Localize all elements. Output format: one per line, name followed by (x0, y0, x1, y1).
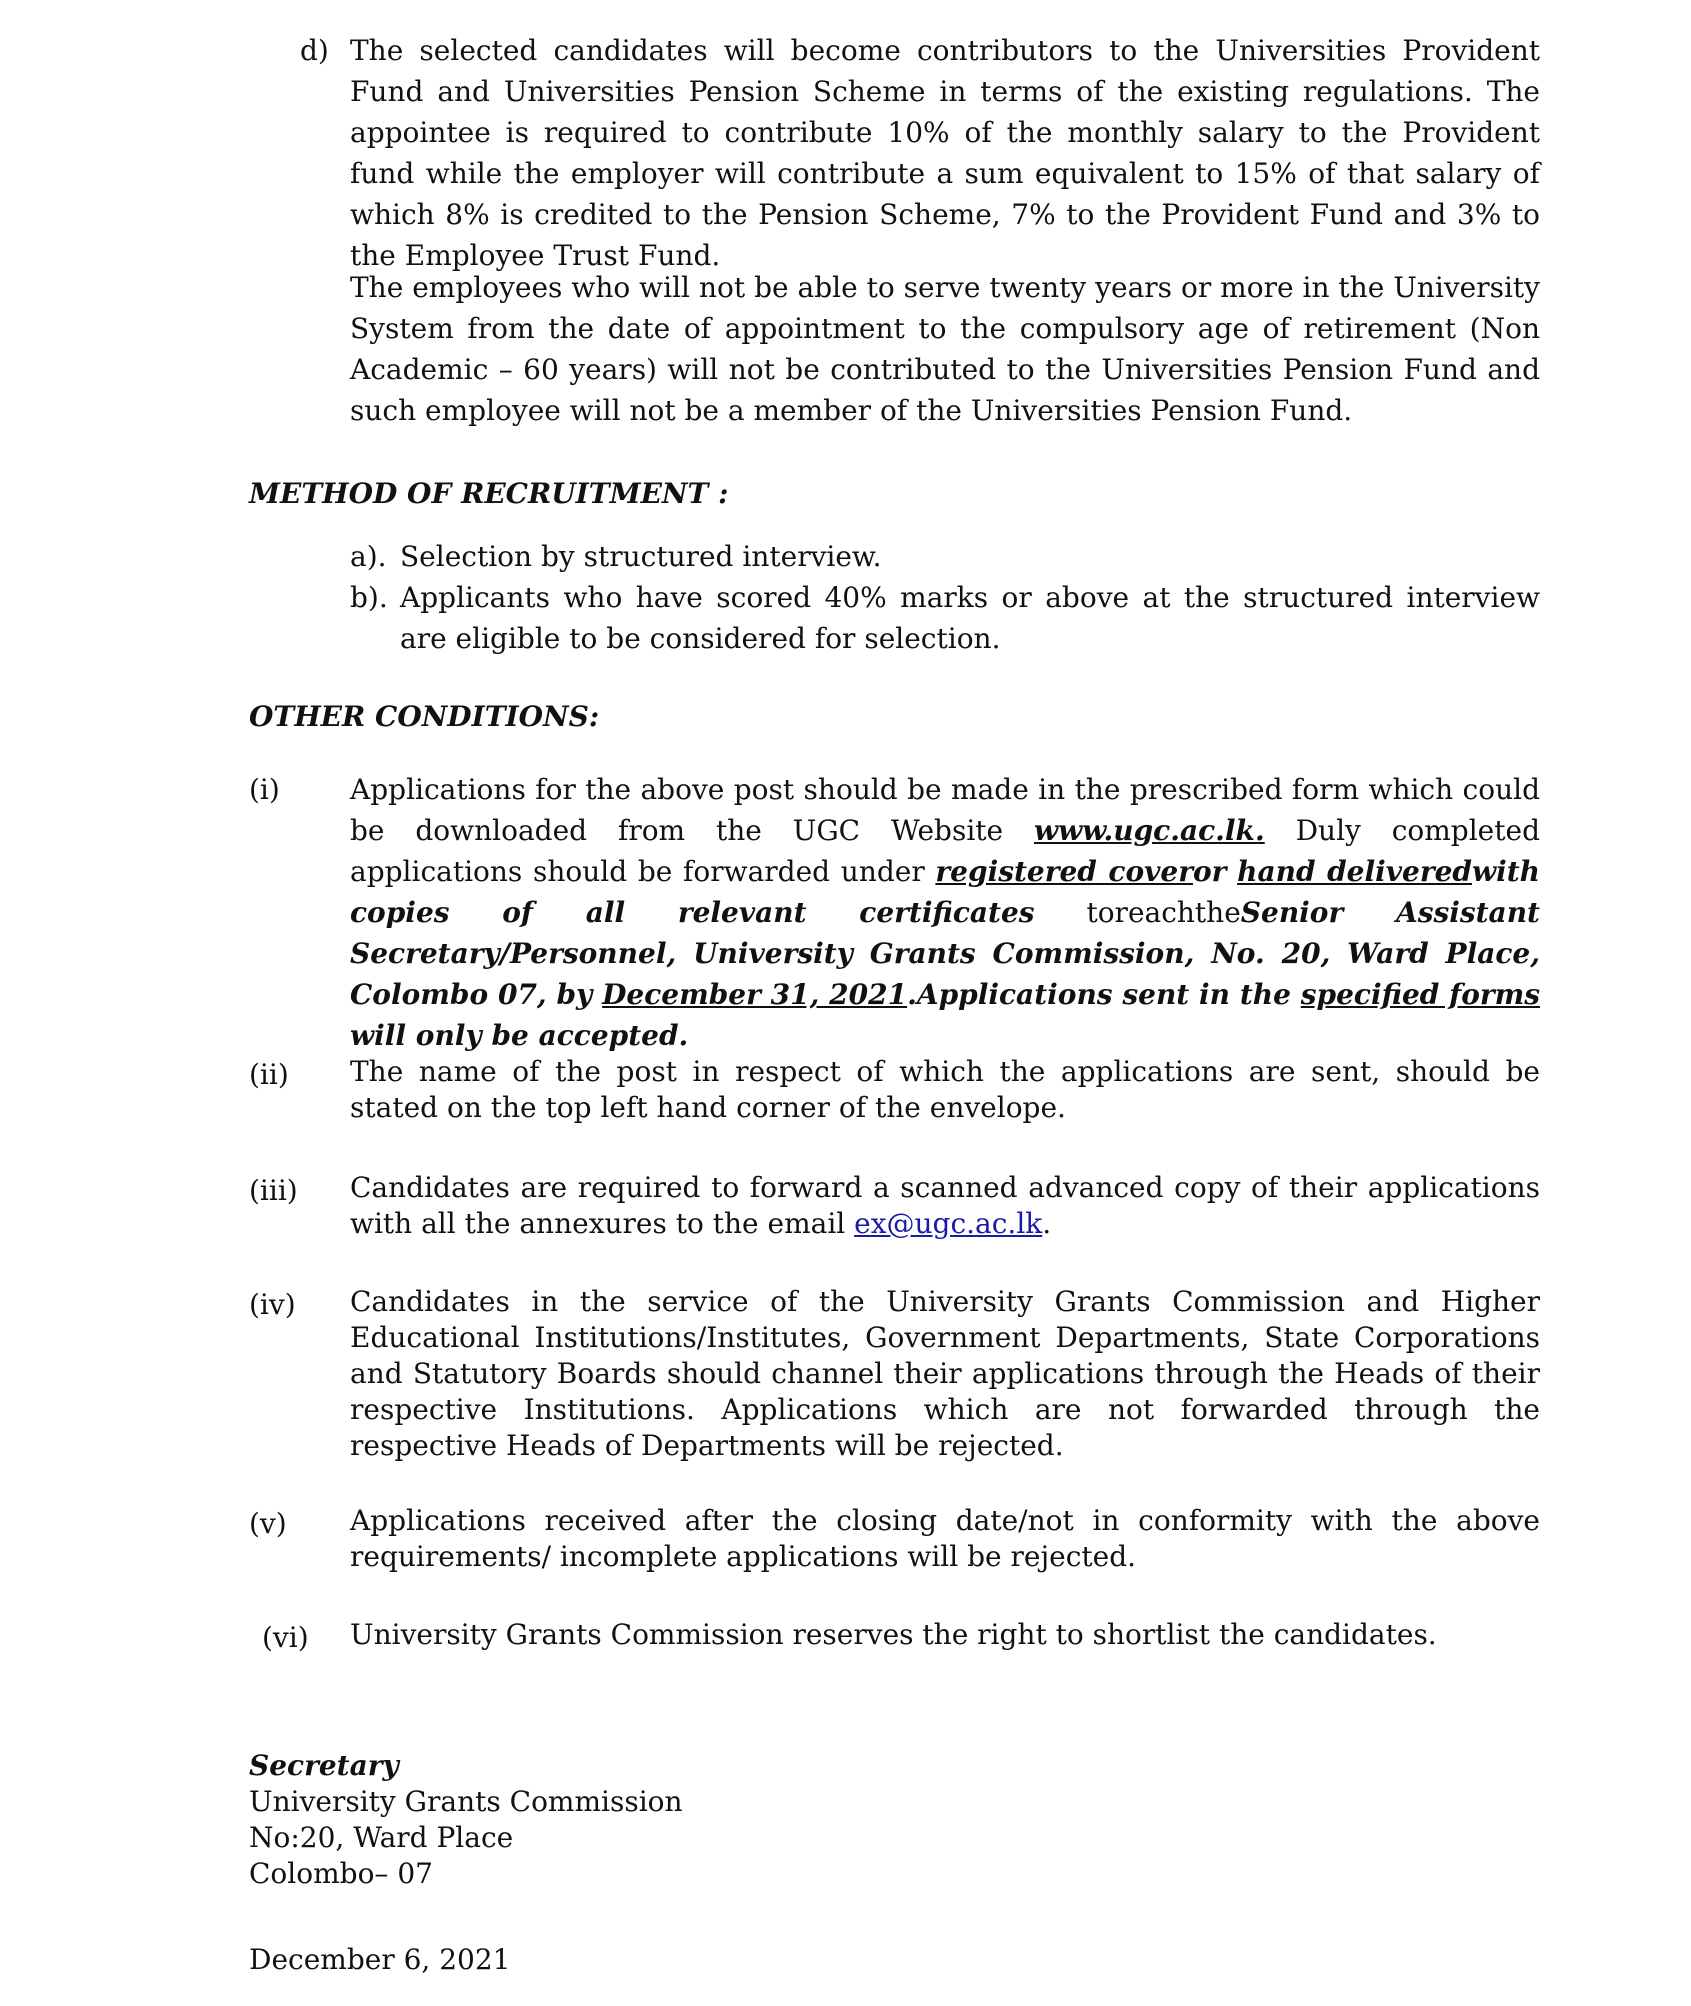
condition-vi-text: University Grants Commission reserves the right to shortlist the candidates. (350, 1618, 1437, 1651)
condition-i-text (350, 769, 1540, 1056)
condition-v-marker: (v) (249, 1507, 287, 1540)
recruitment-item-b-marker: b). (350, 581, 388, 614)
ugc-website-link[interactable]: www.ugc.ac.lk. (1034, 814, 1265, 847)
condition-ii-marker: (ii) (249, 1058, 289, 1091)
condition-i-part-1: Applications for the above post should be made in the prescribed form which could be downloaded from the UGC Website (350, 773, 1540, 847)
condition-i-addressee: Senior Assistant Secretary/Personnel, University Grants Commission, No. 20, Ward Place, Colombo 07, by (350, 896, 1540, 1011)
signatory-title: Secretary (249, 1749, 399, 1782)
signatory-address-line-1: No:20, Ward Place (249, 1821, 514, 1854)
clause-d-paragraph-1: The selected candidates will become contributors to the Universities Provident Fund and Universities Pension Scheme in terms of the existing regulations. The appointee is required to contribute 10% of the monthly salary to the Provident fund while the employer will contribute a sum equivalent to 15% of that salary of which 8% is credited to the Pension Scheme, 7% to the Provident Fund and 3% to the Employee Trust Fund. (350, 34, 1540, 272)
condition-iv-text: Candidates in the service of the University Grants Commission and Higher Educational Institutions/Institutes, Government Departments, State Corporations and Statutory Boards should channel their applications through the Heads of their respective Institutions. Applications which are not forwarded through the respective Heads of Departments will be rejected. (350, 1285, 1540, 1462)
condition-i-part-4: toreachthe (1034, 896, 1241, 929)
clause-d-paragraph-2: The employees who will not be able to serve twenty years or more in the University System from the date of appointment to the compulsory age of retirement (Non Academic – 60 years) will not be contributed to the Universities Pension Fund and such employee will not be a member of the Universities Pension Fund. (350, 271, 1540, 427)
signature-block (249, 1748, 683, 1892)
recruitment-item-b-text: Applicants who have scored 40% marks or above at the structured interview are eligible to be considered for selection. (400, 581, 1540, 655)
method-of-recruitment-heading: METHOD OF RECRUITMENT : (249, 477, 729, 510)
document-date: December 6, 2021 (249, 1943, 511, 1976)
signatory-address-line-2: Colombo– 07 (249, 1857, 433, 1890)
specified-forms-text: specified forms (1300, 978, 1541, 1011)
condition-i-part-2: Duly completed applications should be forwarded under (350, 814, 1540, 888)
condition-iii-text (350, 1170, 1540, 1242)
condition-i-or: or (1192, 855, 1227, 888)
condition-iv-marker: (iv) (249, 1288, 296, 1321)
condition-i-part-7: will only be accepted. (350, 1019, 689, 1052)
condition-i-marker: (i) (249, 773, 280, 806)
condition-iii-part-1: Candidates are required to forward a scanned advanced copy of their applications with all the annexures to the email (350, 1171, 1540, 1240)
hand-delivered-text: hand delivered (1237, 855, 1472, 888)
condition-i-part-3: with copies of all relevant certificates (350, 855, 1541, 929)
condition-iii-part-2: . (1042, 1207, 1052, 1240)
recruitment-item-a-text: Selection by structured interview. (400, 540, 882, 573)
signatory-organization: University Grants Commission (249, 1785, 683, 1818)
registered-cover-text: registered cover (935, 855, 1193, 888)
condition-i-space (1226, 855, 1237, 888)
condition-ii-text: The name of the post in respect of which the applications are sent, should be stated on the top left hand corner of the envelope. (350, 1055, 1540, 1124)
condition-i-part-6: .Applications sent in the (907, 978, 1301, 1011)
condition-v-text: Applications received after the closing date/not in conformity with the above requirements/ incomplete applications will be rejected. (350, 1504, 1540, 1573)
closing-date-text: December 31, 2021 (602, 978, 908, 1011)
recruitment-item-a-marker: a). (350, 540, 387, 573)
email-link[interactable]: ex@ugc.ac.lk (854, 1207, 1043, 1240)
condition-vi-marker: (vi) (262, 1621, 309, 1654)
other-conditions-heading: OTHER CONDITIONS: (249, 700, 600, 733)
clause-d-marker: d) (300, 34, 329, 67)
condition-iii-marker: (iii) (249, 1174, 298, 1207)
